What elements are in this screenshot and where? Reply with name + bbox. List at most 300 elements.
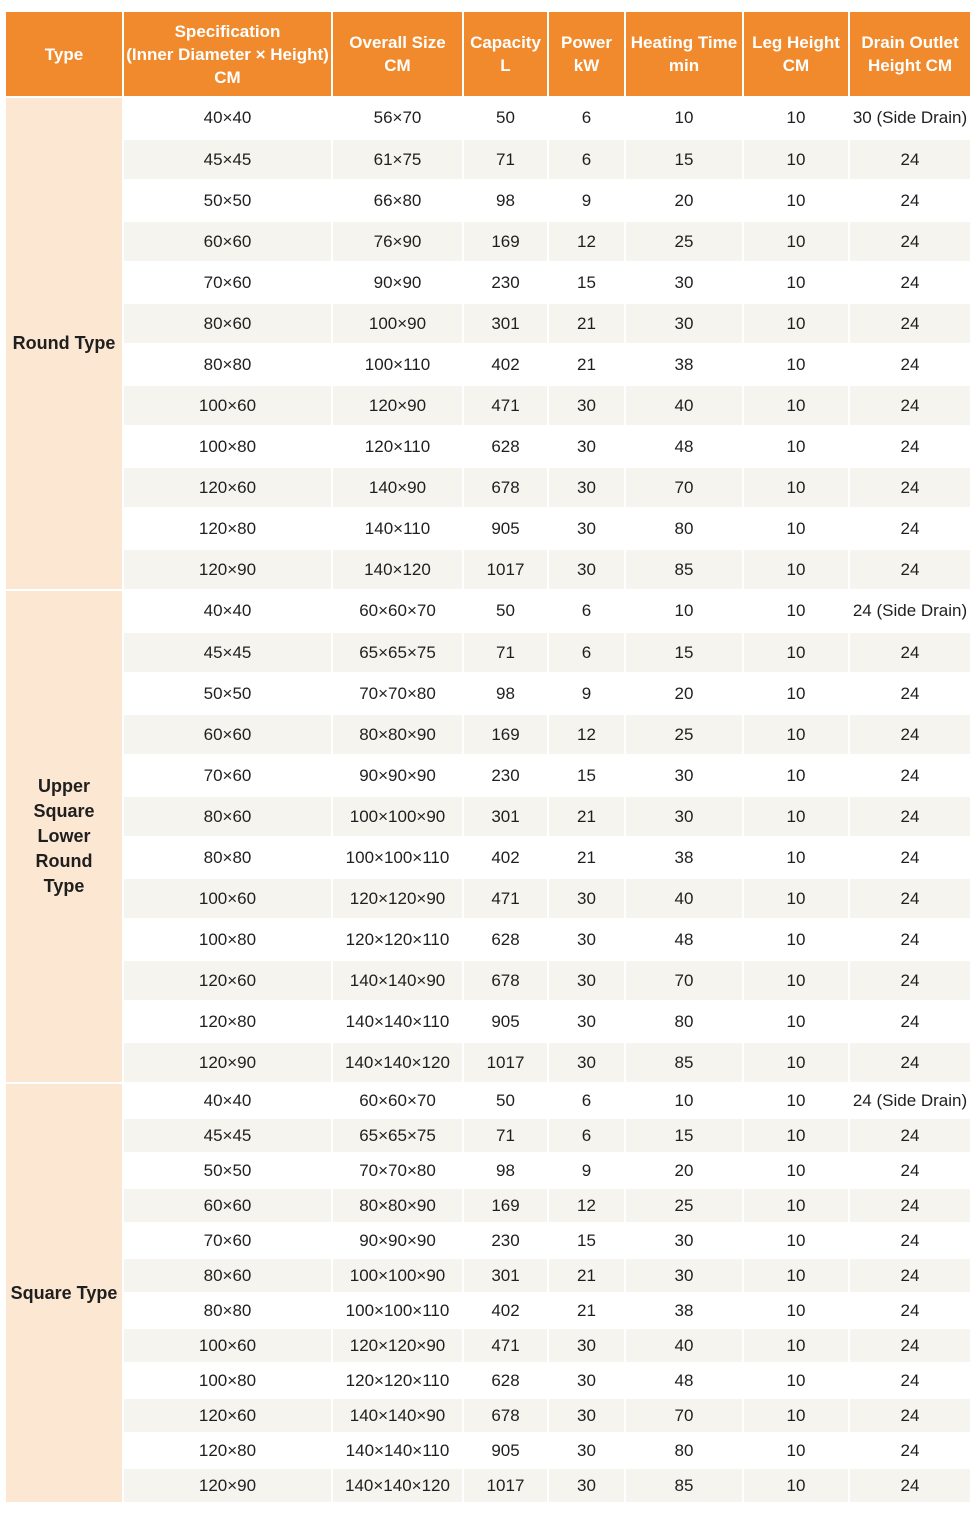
table-row bbox=[6, 1328, 970, 1363]
drain-outlet-cell: 24 bbox=[849, 960, 970, 1001]
header-line: Drain Outlet bbox=[861, 33, 959, 52]
overall-size-cell: 140×90 bbox=[332, 467, 463, 508]
capacity-cell: 471 bbox=[463, 1328, 548, 1363]
overall-size-cell: 65×65×75 bbox=[332, 1118, 463, 1153]
overall-size-cell: 120×120×110 bbox=[332, 1363, 463, 1398]
heating-time-cell: 20 bbox=[625, 180, 743, 221]
power-cell: 15 bbox=[548, 755, 625, 796]
heating-time-cell: 40 bbox=[625, 878, 743, 919]
spec-cell: 80×60 bbox=[123, 796, 332, 837]
overall-size-cell: 140×120 bbox=[332, 549, 463, 590]
power-cell: 30 bbox=[548, 467, 625, 508]
leg-height-cell: 10 bbox=[743, 1083, 849, 1118]
overall-size-cell: 140×140×90 bbox=[332, 960, 463, 1001]
spec-cell: 80×80 bbox=[123, 1293, 332, 1328]
header-row bbox=[6, 12, 970, 97]
capacity-cell: 678 bbox=[463, 960, 548, 1001]
power-cell: 21 bbox=[548, 344, 625, 385]
capacity-cell: 905 bbox=[463, 1433, 548, 1468]
overall-size-cell: 56×70 bbox=[332, 97, 463, 139]
header-line: CM bbox=[384, 56, 411, 75]
header-line: Type bbox=[44, 44, 84, 64]
drain-outlet-cell: 24 bbox=[849, 549, 970, 590]
drain-outlet-cell: 24 bbox=[849, 303, 970, 344]
capacity-cell: 50 bbox=[463, 97, 548, 139]
spec-cell: 45×45 bbox=[123, 632, 332, 673]
capacity-cell: 628 bbox=[463, 919, 548, 960]
overall-size-cell: 120×90 bbox=[332, 385, 463, 426]
table-row bbox=[6, 467, 970, 508]
power-cell: 30 bbox=[548, 878, 625, 919]
drain-outlet-cell: 24 bbox=[849, 878, 970, 919]
power-cell: 30 bbox=[548, 960, 625, 1001]
capacity-cell: 471 bbox=[463, 878, 548, 919]
drain-outlet-cell: 24 bbox=[849, 508, 970, 549]
leg-height-cell: 10 bbox=[743, 1042, 849, 1083]
leg-height-cell: 10 bbox=[743, 590, 849, 632]
heating-time-cell: 30 bbox=[625, 1223, 743, 1258]
power-cell: 6 bbox=[548, 632, 625, 673]
table-row bbox=[6, 632, 970, 673]
table-row bbox=[6, 549, 970, 590]
column-header-overall-size bbox=[332, 12, 463, 97]
table-row bbox=[6, 755, 970, 796]
capacity-cell: 301 bbox=[463, 303, 548, 344]
capacity-cell: 301 bbox=[463, 796, 548, 837]
leg-height-cell: 10 bbox=[743, 344, 849, 385]
power-cell: 6 bbox=[548, 1083, 625, 1118]
overall-size-cell: 120×110 bbox=[332, 426, 463, 467]
power-cell: 12 bbox=[548, 221, 625, 262]
drain-outlet-cell: 24 bbox=[849, 796, 970, 837]
capacity-cell: 169 bbox=[463, 221, 548, 262]
capacity-cell: 1017 bbox=[463, 1042, 548, 1083]
leg-height-cell: 10 bbox=[743, 1363, 849, 1398]
power-cell: 21 bbox=[548, 837, 625, 878]
overall-size-cell: 140×140×110 bbox=[332, 1001, 463, 1042]
heating-time-cell: 70 bbox=[625, 467, 743, 508]
table-row bbox=[6, 344, 970, 385]
leg-height-cell: 10 bbox=[743, 878, 849, 919]
capacity-cell: 402 bbox=[463, 1293, 548, 1328]
table-row bbox=[6, 960, 970, 1001]
table-row bbox=[6, 590, 970, 632]
overall-size-cell: 80×80×90 bbox=[332, 1188, 463, 1223]
drain-outlet-cell: 24 bbox=[849, 344, 970, 385]
leg-height-cell: 10 bbox=[743, 221, 849, 262]
capacity-cell: 678 bbox=[463, 1398, 548, 1433]
power-cell: 30 bbox=[548, 1433, 625, 1468]
header-line: Heating Time bbox=[630, 33, 738, 52]
drain-outlet-cell: 24 bbox=[849, 1223, 970, 1258]
heating-time-cell: 38 bbox=[625, 1293, 743, 1328]
spec-cell: 100×60 bbox=[123, 1328, 332, 1363]
spec-cell: 50×50 bbox=[123, 1153, 332, 1188]
heating-time-cell: 25 bbox=[625, 221, 743, 262]
overall-size-cell: 66×80 bbox=[332, 180, 463, 221]
capacity-cell: 71 bbox=[463, 632, 548, 673]
table-row bbox=[6, 1153, 970, 1188]
table-row bbox=[6, 1001, 970, 1042]
heating-time-cell: 15 bbox=[625, 632, 743, 673]
capacity-cell: 169 bbox=[463, 1188, 548, 1223]
leg-height-cell: 10 bbox=[743, 180, 849, 221]
drain-outlet-cell: 24 (Side Drain) bbox=[849, 590, 970, 632]
leg-height-cell: 10 bbox=[743, 385, 849, 426]
drain-outlet-cell: 24 bbox=[849, 221, 970, 262]
type-label-line: Type bbox=[43, 876, 85, 896]
heating-time-cell: 15 bbox=[625, 139, 743, 180]
leg-height-cell: 10 bbox=[743, 632, 849, 673]
spec-cell: 120×80 bbox=[123, 1433, 332, 1468]
type-label-line: Square Type bbox=[10, 1282, 118, 1303]
drain-outlet-cell: 24 bbox=[849, 673, 970, 714]
leg-height-cell: 10 bbox=[743, 1293, 849, 1328]
heating-time-cell: 48 bbox=[625, 919, 743, 960]
heating-time-cell: 40 bbox=[625, 385, 743, 426]
capacity-cell: 1017 bbox=[463, 1468, 548, 1503]
column-header-drain-outlet-height bbox=[849, 12, 970, 97]
capacity-cell: 71 bbox=[463, 139, 548, 180]
table-row bbox=[6, 426, 970, 467]
heating-time-cell: 30 bbox=[625, 303, 743, 344]
leg-height-cell: 10 bbox=[743, 1223, 849, 1258]
overall-size-cell: 80×80×90 bbox=[332, 714, 463, 755]
leg-height-cell: 10 bbox=[743, 1258, 849, 1293]
leg-height-cell: 10 bbox=[743, 1468, 849, 1503]
drain-outlet-cell: 30 (Side Drain) bbox=[849, 97, 970, 139]
table-row bbox=[6, 1223, 970, 1258]
leg-height-cell: 10 bbox=[743, 97, 849, 139]
overall-size-cell: 90×90×90 bbox=[332, 1223, 463, 1258]
drain-outlet-cell: 24 bbox=[849, 467, 970, 508]
capacity-cell: 628 bbox=[463, 1363, 548, 1398]
heating-time-cell: 80 bbox=[625, 1433, 743, 1468]
leg-height-cell: 10 bbox=[743, 837, 849, 878]
leg-height-cell: 10 bbox=[743, 303, 849, 344]
header-line: Capacity bbox=[470, 33, 541, 52]
capacity-cell: 1017 bbox=[463, 549, 548, 590]
table-row bbox=[6, 1188, 970, 1223]
spec-cell: 45×45 bbox=[123, 139, 332, 180]
header-line: kW bbox=[573, 56, 600, 75]
drain-outlet-cell: 24 bbox=[849, 1042, 970, 1083]
heating-time-cell: 30 bbox=[625, 796, 743, 837]
column-header-heating-time bbox=[625, 12, 743, 97]
table-row bbox=[6, 837, 970, 878]
heating-time-cell: 85 bbox=[625, 1468, 743, 1503]
power-cell: 30 bbox=[548, 1001, 625, 1042]
overall-size-cell: 140×140×120 bbox=[332, 1042, 463, 1083]
overall-size-cell: 140×140×110 bbox=[332, 1433, 463, 1468]
drain-outlet-cell: 24 bbox=[849, 1398, 970, 1433]
power-cell: 12 bbox=[548, 714, 625, 755]
power-cell: 30 bbox=[548, 1398, 625, 1433]
header-line: (Inner Diameter × Height) bbox=[126, 44, 329, 64]
spec-cell: 80×60 bbox=[123, 303, 332, 344]
column-header-type bbox=[6, 12, 123, 97]
spec-cell: 100×80 bbox=[123, 1363, 332, 1398]
capacity-cell: 628 bbox=[463, 426, 548, 467]
capacity-cell: 50 bbox=[463, 1083, 548, 1118]
table-row bbox=[6, 508, 970, 549]
type-label-line: Upper Square bbox=[33, 776, 95, 821]
type-cell bbox=[6, 97, 123, 590]
table-row bbox=[6, 1258, 970, 1293]
column-header-capacity bbox=[463, 12, 548, 97]
column-header-leg-height bbox=[743, 12, 849, 97]
spec-cell: 70×60 bbox=[123, 755, 332, 796]
group-round-type bbox=[6, 97, 970, 590]
overall-size-cell: 60×60×70 bbox=[332, 590, 463, 632]
spec-cell: 80×80 bbox=[123, 344, 332, 385]
leg-height-cell: 10 bbox=[743, 508, 849, 549]
leg-height-cell: 10 bbox=[743, 1001, 849, 1042]
table-row bbox=[6, 714, 970, 755]
overall-size-cell: 100×100×110 bbox=[332, 837, 463, 878]
power-cell: 30 bbox=[548, 385, 625, 426]
capacity-cell: 169 bbox=[463, 714, 548, 755]
drain-outlet-cell: 24 (Side Drain) bbox=[849, 1083, 970, 1118]
leg-height-cell: 10 bbox=[743, 673, 849, 714]
table-row bbox=[6, 1083, 970, 1118]
capacity-cell: 230 bbox=[463, 262, 548, 303]
power-cell: 30 bbox=[548, 1328, 625, 1363]
heating-time-cell: 15 bbox=[625, 1118, 743, 1153]
leg-height-cell: 10 bbox=[743, 1328, 849, 1363]
heating-time-cell: 30 bbox=[625, 262, 743, 303]
heating-time-cell: 30 bbox=[625, 1258, 743, 1293]
heating-time-cell: 30 bbox=[625, 755, 743, 796]
heating-time-cell: 10 bbox=[625, 590, 743, 632]
drain-outlet-cell: 24 bbox=[849, 632, 970, 673]
drain-outlet-cell: 24 bbox=[849, 1293, 970, 1328]
column-header-power bbox=[548, 12, 625, 97]
leg-height-cell: 10 bbox=[743, 262, 849, 303]
overall-size-cell: 90×90×90 bbox=[332, 755, 463, 796]
spec-cell: 120×60 bbox=[123, 1398, 332, 1433]
leg-height-cell: 10 bbox=[743, 467, 849, 508]
heating-time-cell: 80 bbox=[625, 508, 743, 549]
drain-outlet-cell: 24 bbox=[849, 837, 970, 878]
leg-height-cell: 10 bbox=[743, 1118, 849, 1153]
header-line: CM bbox=[214, 67, 241, 87]
power-cell: 9 bbox=[548, 673, 625, 714]
table-row bbox=[6, 919, 970, 960]
heating-time-cell: 85 bbox=[625, 1042, 743, 1083]
capacity-cell: 230 bbox=[463, 755, 548, 796]
drain-outlet-cell: 24 bbox=[849, 262, 970, 303]
leg-height-cell: 10 bbox=[743, 714, 849, 755]
spec-cell: 120×90 bbox=[123, 1468, 332, 1503]
drain-outlet-cell: 24 bbox=[849, 1258, 970, 1293]
overall-size-cell: 90×90 bbox=[332, 262, 463, 303]
capacity-cell: 905 bbox=[463, 508, 548, 549]
table-row bbox=[6, 1398, 970, 1433]
spec-cell: 60×60 bbox=[123, 714, 332, 755]
heating-time-cell: 85 bbox=[625, 549, 743, 590]
type-label-line: Round Type bbox=[12, 333, 116, 353]
power-cell: 6 bbox=[548, 590, 625, 632]
overall-size-cell: 140×110 bbox=[332, 508, 463, 549]
overall-size-cell: 70×70×80 bbox=[332, 673, 463, 714]
capacity-cell: 402 bbox=[463, 837, 548, 878]
power-cell: 30 bbox=[548, 1468, 625, 1503]
capacity-cell: 905 bbox=[463, 1001, 548, 1042]
power-cell: 6 bbox=[548, 97, 625, 139]
table-row bbox=[6, 673, 970, 714]
power-cell: 9 bbox=[548, 1153, 625, 1188]
spec-cell: 50×50 bbox=[123, 673, 332, 714]
heating-time-cell: 20 bbox=[625, 673, 743, 714]
overall-size-cell: 76×90 bbox=[332, 221, 463, 262]
power-cell: 21 bbox=[548, 796, 625, 837]
spec-cell: 120×60 bbox=[123, 467, 332, 508]
leg-height-cell: 10 bbox=[743, 139, 849, 180]
spec-cell: 120×80 bbox=[123, 1001, 332, 1042]
overall-size-cell: 120×120×90 bbox=[332, 1328, 463, 1363]
drain-outlet-cell: 24 bbox=[849, 385, 970, 426]
leg-height-cell: 10 bbox=[743, 796, 849, 837]
leg-height-cell: 10 bbox=[743, 1433, 849, 1468]
table-row bbox=[6, 796, 970, 837]
drain-outlet-cell: 24 bbox=[849, 1433, 970, 1468]
spec-cell: 120×60 bbox=[123, 960, 332, 1001]
header-line: Height CM bbox=[867, 56, 953, 75]
leg-height-cell: 10 bbox=[743, 1398, 849, 1433]
table-row bbox=[6, 303, 970, 344]
power-cell: 21 bbox=[548, 1293, 625, 1328]
spec-cell: 100×60 bbox=[123, 878, 332, 919]
overall-size-cell: 120×120×110 bbox=[332, 919, 463, 960]
type-cell bbox=[6, 590, 123, 1083]
drain-outlet-cell: 24 bbox=[849, 919, 970, 960]
table-row bbox=[6, 1293, 970, 1328]
spec-cell: 70×60 bbox=[123, 1223, 332, 1258]
overall-size-cell: 100×90 bbox=[332, 303, 463, 344]
table-row bbox=[6, 1042, 970, 1083]
capacity-cell: 50 bbox=[463, 590, 548, 632]
power-cell: 6 bbox=[548, 1118, 625, 1153]
power-cell: 30 bbox=[548, 508, 625, 549]
overall-size-cell: 70×70×80 bbox=[332, 1153, 463, 1188]
power-cell: 15 bbox=[548, 1223, 625, 1258]
leg-height-cell: 10 bbox=[743, 755, 849, 796]
drain-outlet-cell: 24 bbox=[849, 755, 970, 796]
heating-time-cell: 70 bbox=[625, 1398, 743, 1433]
overall-size-cell: 140×140×90 bbox=[332, 1398, 463, 1433]
header-line: Power bbox=[560, 33, 613, 52]
leg-height-cell: 10 bbox=[743, 549, 849, 590]
drain-outlet-cell: 24 bbox=[849, 139, 970, 180]
capacity-cell: 230 bbox=[463, 1223, 548, 1258]
power-cell: 21 bbox=[548, 303, 625, 344]
overall-size-cell: 65×65×75 bbox=[332, 632, 463, 673]
table-row bbox=[6, 221, 970, 262]
header-line: Overall Size bbox=[349, 33, 446, 52]
heating-time-cell: 48 bbox=[625, 426, 743, 467]
power-cell: 6 bbox=[548, 139, 625, 180]
table-row bbox=[6, 1468, 970, 1503]
spec-cell: 100×80 bbox=[123, 919, 332, 960]
spec-cell: 120×90 bbox=[123, 549, 332, 590]
table-row bbox=[6, 262, 970, 303]
overall-size-cell: 100×100×90 bbox=[332, 1258, 463, 1293]
table-row bbox=[6, 97, 970, 139]
spec-cell: 80×80 bbox=[123, 837, 332, 878]
heating-time-cell: 40 bbox=[625, 1328, 743, 1363]
drain-outlet-cell: 24 bbox=[849, 426, 970, 467]
header-line: L bbox=[500, 56, 511, 75]
capacity-cell: 98 bbox=[463, 1153, 548, 1188]
heating-time-cell: 25 bbox=[625, 1188, 743, 1223]
drain-outlet-cell: 24 bbox=[849, 1188, 970, 1223]
spec-cell: 40×40 bbox=[123, 97, 332, 139]
leg-height-cell: 10 bbox=[743, 1188, 849, 1223]
drain-outlet-cell: 24 bbox=[849, 1118, 970, 1153]
table-row bbox=[6, 1363, 970, 1398]
spec-cell: 70×60 bbox=[123, 262, 332, 303]
capacity-cell: 471 bbox=[463, 385, 548, 426]
table-row bbox=[6, 1433, 970, 1468]
spec-cell: 50×50 bbox=[123, 180, 332, 221]
column-header-specification bbox=[123, 12, 332, 97]
table-header bbox=[6, 12, 970, 97]
overall-size-cell: 120×120×90 bbox=[332, 878, 463, 919]
drain-outlet-cell: 24 bbox=[849, 1363, 970, 1398]
power-cell: 30 bbox=[548, 1042, 625, 1083]
table-row bbox=[6, 1118, 970, 1153]
group-upper-square-lower-round-type bbox=[6, 590, 970, 1083]
capacity-cell: 98 bbox=[463, 673, 548, 714]
spec-cell: 120×80 bbox=[123, 508, 332, 549]
spec-cell: 40×40 bbox=[123, 1083, 332, 1118]
drain-outlet-cell: 24 bbox=[849, 180, 970, 221]
power-cell: 30 bbox=[548, 1363, 625, 1398]
heating-time-cell: 48 bbox=[625, 1363, 743, 1398]
heating-time-cell: 25 bbox=[625, 714, 743, 755]
overall-size-cell: 60×60×70 bbox=[332, 1083, 463, 1118]
drain-outlet-cell: 24 bbox=[849, 1001, 970, 1042]
power-cell: 15 bbox=[548, 262, 625, 303]
table-row bbox=[6, 139, 970, 180]
spec-cell: 100×60 bbox=[123, 385, 332, 426]
spec-cell: 80×60 bbox=[123, 1258, 332, 1293]
overall-size-cell: 140×140×120 bbox=[332, 1468, 463, 1503]
heating-time-cell: 10 bbox=[625, 1083, 743, 1118]
power-cell: 12 bbox=[548, 1188, 625, 1223]
leg-height-cell: 10 bbox=[743, 426, 849, 467]
header-line: Specification bbox=[174, 21, 281, 41]
overall-size-cell: 61×75 bbox=[332, 139, 463, 180]
table-row bbox=[6, 180, 970, 221]
spec-cell: 60×60 bbox=[123, 1188, 332, 1223]
spec-cell: 40×40 bbox=[123, 590, 332, 632]
capacity-cell: 301 bbox=[463, 1258, 548, 1293]
power-cell: 9 bbox=[548, 180, 625, 221]
spec-cell: 45×45 bbox=[123, 1118, 332, 1153]
header-line: min bbox=[668, 56, 700, 75]
group-square-type bbox=[6, 1083, 970, 1503]
heating-time-cell: 10 bbox=[625, 97, 743, 139]
drain-outlet-cell: 24 bbox=[849, 1328, 970, 1363]
heating-time-cell: 70 bbox=[625, 960, 743, 1001]
power-cell: 21 bbox=[548, 1258, 625, 1293]
spec-cell: 120×90 bbox=[123, 1042, 332, 1083]
leg-height-cell: 10 bbox=[743, 919, 849, 960]
drain-outlet-cell: 24 bbox=[849, 714, 970, 755]
leg-height-cell: 10 bbox=[743, 960, 849, 1001]
